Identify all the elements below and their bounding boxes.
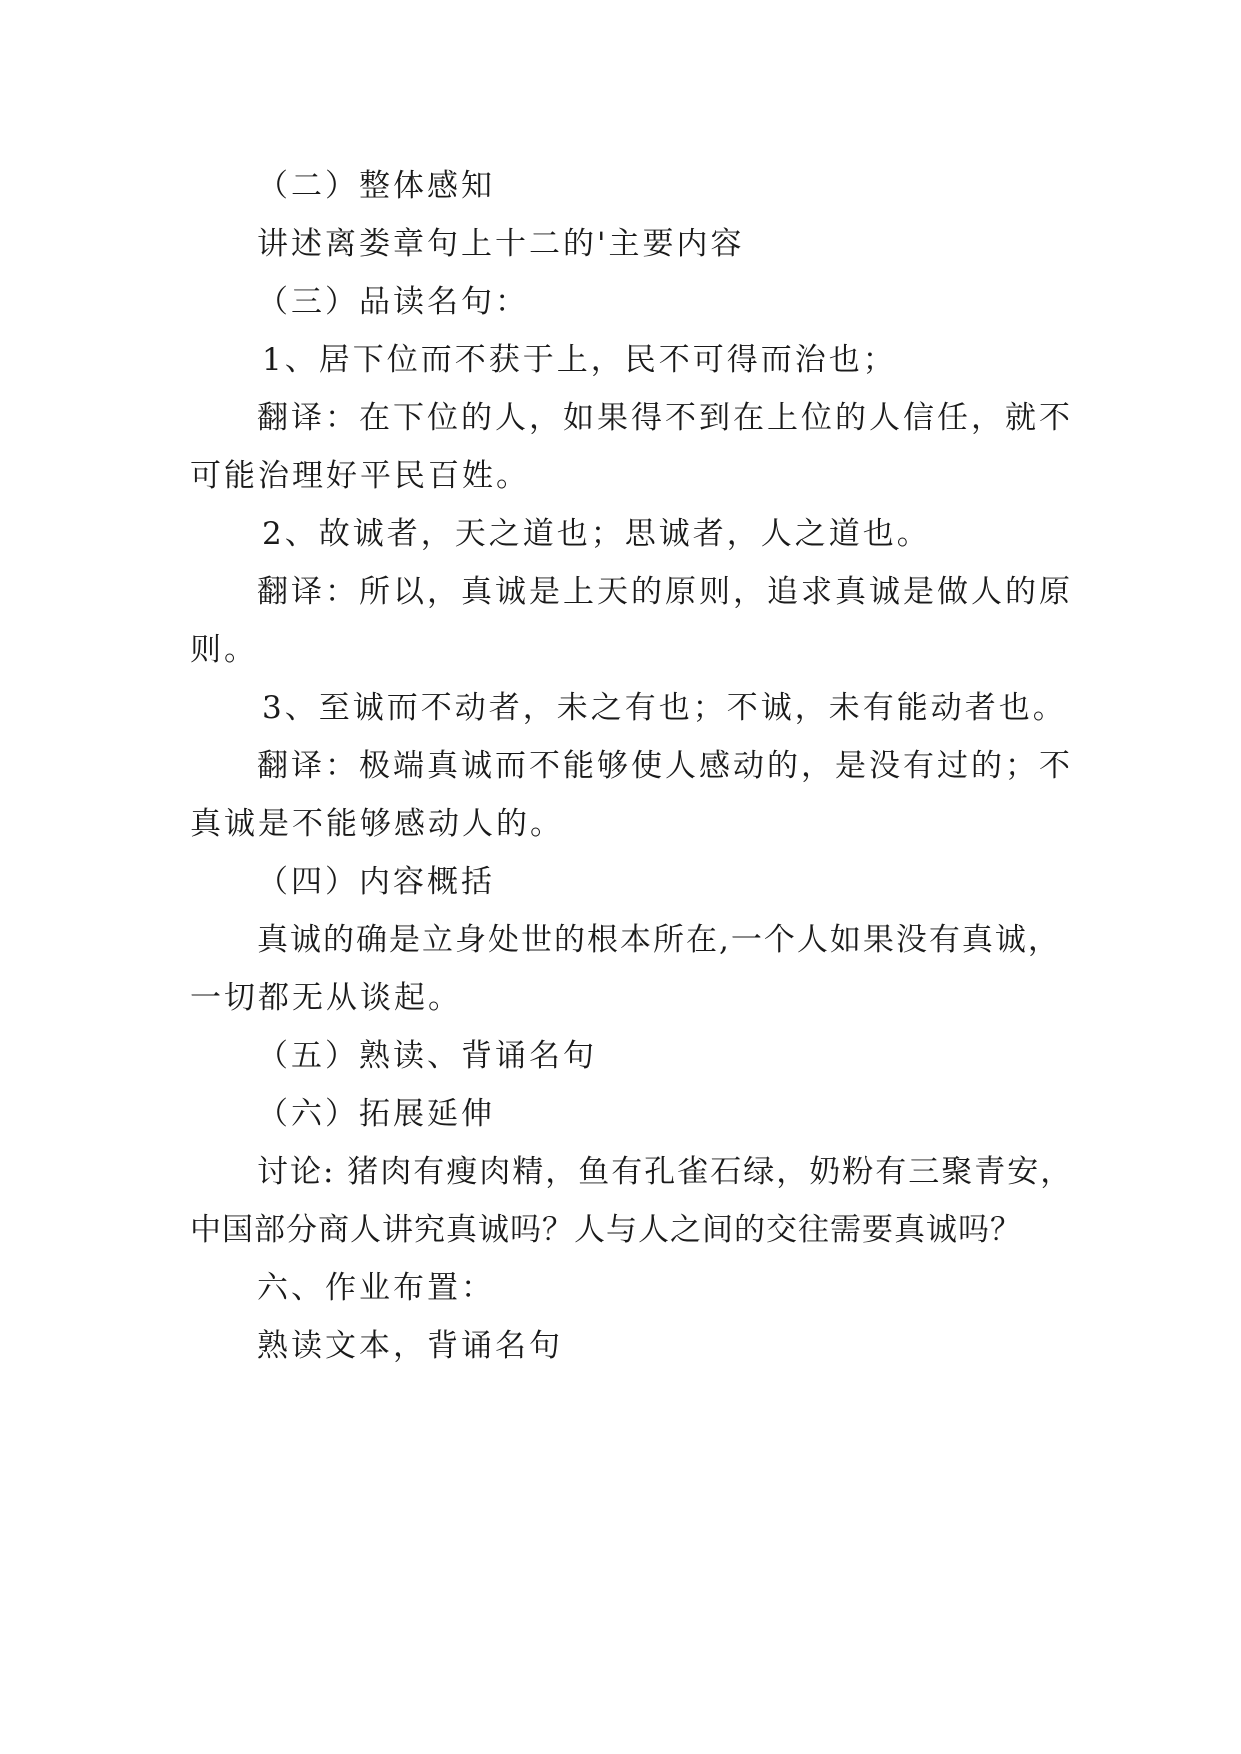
sentence-1: 1、居下位而不获于上，民不可得而治也； (262, 342, 897, 378)
summary-line-1: 真诚的确是立身处世的根本所在,一个人如果没有真诚， (257, 922, 1061, 958)
homework-text: 熟读文本，背诵名句 (257, 1328, 563, 1364)
heading-extension: （六）拓展延伸 (257, 1096, 495, 1132)
translation-1-line-1: 翻译：在下位的人，如果得不到在上位的人信任，就不 (257, 400, 1073, 436)
translation-3-line-2: 真诚是不能够感动人的。 (190, 806, 564, 842)
sentence-3: 3、至诚而不动者，未之有也；不诚，未有能动者也。 (262, 690, 1067, 726)
translation-2-line-1: 翻译：所以，真诚是上天的原则，追求真诚是做人的原 (257, 574, 1073, 610)
sentence-2: 2、故诚者，天之道也；思诚者，人之道也。 (262, 516, 931, 552)
heading-famous-sentences: （三）品读名句： (257, 284, 529, 320)
discussion-line-1: 讨论: 猪肉有瘦肉精，鱼有孔雀石绿，奶粉有三聚青安， (257, 1154, 1074, 1190)
heading-recite: （五）熟读、背诵名句 (257, 1038, 597, 1074)
heading-overall-perception: （二）整体感知 (257, 168, 495, 204)
translation-3-line-1: 翻译：极端真诚而不能够使人感动的，是没有过的；不 (257, 748, 1073, 784)
heading-homework: 六、作业布置： (257, 1270, 495, 1306)
paragraph-main-content: 讲述离娄章句上十二的'主要内容 (257, 226, 745, 262)
discussion-line-2: 中国部分商人讲究真诚吗？人与人之间的交往需要真诚吗？ (190, 1212, 1022, 1248)
translation-2-line-2: 则。 (190, 632, 258, 668)
heading-content-summary: （四）内容概括 (257, 864, 495, 900)
summary-line-2: 一切都无从谈起。 (190, 980, 462, 1016)
translation-1-line-2: 可能治理好平民百姓。 (190, 458, 530, 494)
